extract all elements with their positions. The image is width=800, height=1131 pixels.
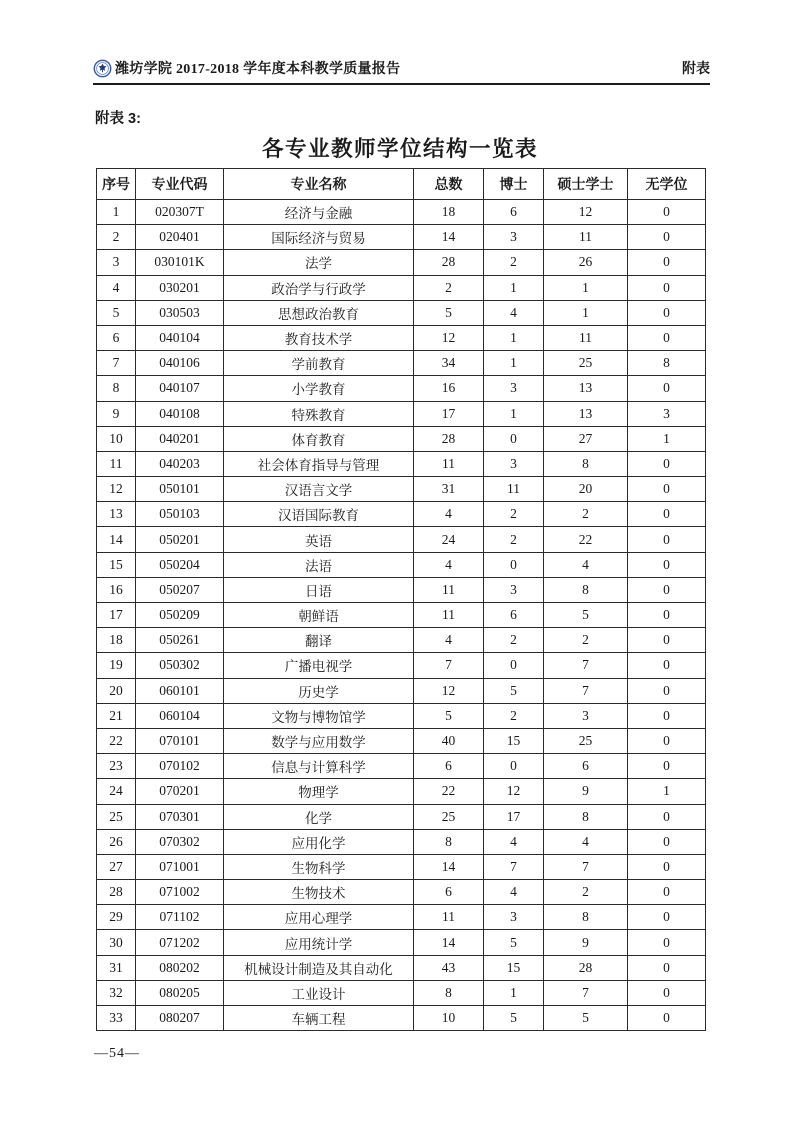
table-row — [97, 905, 706, 930]
table-cell: 32 — [97, 980, 136, 1005]
table-cell: 0 — [628, 854, 706, 879]
table-cell: 0 — [628, 250, 706, 275]
table-cell: 3 — [484, 451, 544, 476]
table-cell: 8 — [544, 905, 628, 930]
table-cell: 15 — [484, 955, 544, 980]
table-row — [97, 854, 706, 879]
table-cell: 040203 — [136, 451, 224, 476]
table-cell: 26 — [544, 250, 628, 275]
table-cell: 11 — [414, 451, 484, 476]
table-cell: 080205 — [136, 980, 224, 1005]
table-cell: 3 — [484, 225, 544, 250]
table-cell: 4 — [414, 552, 484, 577]
table-cell: 25 — [544, 351, 628, 376]
table-cell: 英语 — [224, 527, 414, 552]
table-cell: 12 — [544, 200, 628, 225]
table-cell: 0 — [628, 905, 706, 930]
table-cell: 4 — [484, 829, 544, 854]
table-cell: 27 — [97, 854, 136, 879]
table-row — [97, 804, 706, 829]
table-cell: 汉语国际教育 — [224, 502, 414, 527]
table-cell: 生物科学 — [224, 854, 414, 879]
table-cell: 2 — [544, 502, 628, 527]
table-cell: 11 — [544, 225, 628, 250]
table-cell: 0 — [628, 225, 706, 250]
table-cell: 5 — [414, 703, 484, 728]
table-cell: 0 — [628, 552, 706, 577]
table-cell: 19 — [97, 653, 136, 678]
table-cell: 2 — [484, 628, 544, 653]
table-cell: 12 — [484, 779, 544, 804]
table-row — [97, 527, 706, 552]
table-cell: 2 — [544, 880, 628, 905]
table-cell: 11 — [484, 477, 544, 502]
table-cell: 050101 — [136, 477, 224, 502]
table-cell: 25 — [97, 804, 136, 829]
table-cell: 机械设计制造及其自动化 — [224, 955, 414, 980]
table-cell: 2 — [484, 527, 544, 552]
table-row — [97, 426, 706, 451]
table-cell: 1 — [628, 779, 706, 804]
table-cell: 经济与金融 — [224, 200, 414, 225]
table-cell: 3 — [628, 401, 706, 426]
table-cell: 030503 — [136, 300, 224, 325]
table-cell: 0 — [628, 703, 706, 728]
table-cell: 0 — [628, 728, 706, 753]
table-cell: 4 — [414, 502, 484, 527]
table-cell: 31 — [414, 477, 484, 502]
table-cell: 0 — [628, 577, 706, 602]
table-cell: 24 — [414, 527, 484, 552]
table-cell: 生物技术 — [224, 880, 414, 905]
table-cell: 7 — [544, 980, 628, 1005]
table-cell: 34 — [414, 351, 484, 376]
table-cell: 6 — [484, 200, 544, 225]
table-cell: 3 — [544, 703, 628, 728]
table-cell: 6 — [484, 603, 544, 628]
table-cell: 071001 — [136, 854, 224, 879]
table-cell: 0 — [628, 754, 706, 779]
table-cell: 8 — [414, 829, 484, 854]
table-cell: 6 — [544, 754, 628, 779]
table-cell: 040104 — [136, 325, 224, 350]
table-row — [97, 325, 706, 350]
table-cell: 6 — [414, 754, 484, 779]
table-cell: 14 — [414, 854, 484, 879]
table-cell: 4 — [484, 880, 544, 905]
table-cell: 1 — [484, 275, 544, 300]
table-cell: 17 — [484, 804, 544, 829]
table-cell: 5 — [484, 678, 544, 703]
table-cell: 070301 — [136, 804, 224, 829]
table-cell: 1 — [484, 980, 544, 1005]
table-cell: 28 — [544, 955, 628, 980]
table-cell: 0 — [628, 880, 706, 905]
table-cell: 0 — [628, 804, 706, 829]
table-cell: 2 — [484, 250, 544, 275]
table-cell: 10 — [97, 426, 136, 451]
table-cell: 071002 — [136, 880, 224, 905]
table-cell: 14 — [414, 225, 484, 250]
table-cell: 0 — [484, 754, 544, 779]
table-cell: 020401 — [136, 225, 224, 250]
table-cell: 070201 — [136, 779, 224, 804]
table-cell: 3 — [484, 905, 544, 930]
table-cell: 28 — [414, 426, 484, 451]
doc-header-title: 潍坊学院 2017-2018 学年度本科教学质量报告 — [115, 62, 401, 77]
table-row — [97, 477, 706, 502]
table-cell: 0 — [628, 477, 706, 502]
table-cell: 050209 — [136, 603, 224, 628]
table-cell: 28 — [414, 250, 484, 275]
table-cell: 040201 — [136, 426, 224, 451]
table-cell: 应用统计学 — [224, 930, 414, 955]
table-cell: 4 — [97, 275, 136, 300]
table-cell: 3 — [484, 577, 544, 602]
table-cell: 0 — [628, 451, 706, 476]
table-cell: 040108 — [136, 401, 224, 426]
table-cell: 4 — [484, 300, 544, 325]
table-cell: 4 — [544, 552, 628, 577]
table-row — [97, 703, 706, 728]
table-cell: 23 — [97, 754, 136, 779]
table-cell: 历史学 — [224, 678, 414, 703]
table-cell: 车辆工程 — [224, 1006, 414, 1031]
table-cell: 25 — [414, 804, 484, 829]
table-cell: 8 — [544, 577, 628, 602]
table-cell: 080202 — [136, 955, 224, 980]
table-row — [97, 225, 706, 250]
table-cell: 广播电视学 — [224, 653, 414, 678]
table-cell: 2 — [97, 225, 136, 250]
column-header: 专业名称 — [224, 169, 414, 200]
table-cell: 法学 — [224, 250, 414, 275]
table-cell: 9 — [544, 930, 628, 955]
table-cell: 16 — [414, 376, 484, 401]
table-cell: 0 — [628, 325, 706, 350]
university-emblem-icon — [93, 59, 112, 78]
table-cell: 12 — [97, 477, 136, 502]
table-row — [97, 628, 706, 653]
table-row — [97, 754, 706, 779]
table-cell: 13 — [97, 502, 136, 527]
table-cell: 8 — [544, 804, 628, 829]
table-cell: 11 — [544, 325, 628, 350]
table-cell: 0 — [628, 376, 706, 401]
table-cell: 政治学与行政学 — [224, 275, 414, 300]
table-cell: 071202 — [136, 930, 224, 955]
table-cell: 社会体育指导与管理 — [224, 451, 414, 476]
table-header-row — [97, 169, 706, 200]
table-cell: 0 — [628, 200, 706, 225]
column-header: 专业代码 — [136, 169, 224, 200]
table-row — [97, 250, 706, 275]
table-cell: 7 — [544, 854, 628, 879]
table-cell: 0 — [628, 300, 706, 325]
column-header: 硕士学士 — [544, 169, 628, 200]
table-cell: 0 — [628, 1006, 706, 1031]
table-row — [97, 955, 706, 980]
table-cell: 国际经济与贸易 — [224, 225, 414, 250]
table-cell: 18 — [414, 200, 484, 225]
table-cell: 050103 — [136, 502, 224, 527]
table-cell: 7 — [484, 854, 544, 879]
table-cell: 15 — [484, 728, 544, 753]
table-cell: 0 — [628, 653, 706, 678]
table-cell: 7 — [544, 653, 628, 678]
table-row — [97, 603, 706, 628]
table-cell: 071102 — [136, 905, 224, 930]
table-cell: 0 — [628, 628, 706, 653]
table-cell: 15 — [97, 552, 136, 577]
table-cell: 14 — [97, 527, 136, 552]
table-cell: 2 — [484, 703, 544, 728]
page-number: —54— — [94, 1046, 140, 1061]
table-cell: 24 — [97, 779, 136, 804]
column-header: 序号 — [97, 169, 136, 200]
table-cell: 11 — [414, 577, 484, 602]
table-cell: 040107 — [136, 376, 224, 401]
table-cell: 8 — [97, 376, 136, 401]
table-cell: 0 — [628, 930, 706, 955]
table-cell: 化学 — [224, 804, 414, 829]
table-cell: 5 — [544, 1006, 628, 1031]
table-cell: 25 — [544, 728, 628, 753]
column-header: 无学位 — [628, 169, 706, 200]
table-cell: 050207 — [136, 577, 224, 602]
table-cell: 法语 — [224, 552, 414, 577]
table-cell: 3 — [484, 376, 544, 401]
table-cell: 30 — [97, 930, 136, 955]
table-row — [97, 275, 706, 300]
table-cell: 0 — [484, 552, 544, 577]
table-cell: 信息与计算科学 — [224, 754, 414, 779]
table-row — [97, 502, 706, 527]
table-row — [97, 552, 706, 577]
table-cell: 16 — [97, 577, 136, 602]
table-cell: 0 — [628, 603, 706, 628]
table-row — [97, 1006, 706, 1031]
table-cell: 日语 — [224, 577, 414, 602]
table-cell: 0 — [628, 829, 706, 854]
table-cell: 5 — [97, 300, 136, 325]
table-cell: 11 — [97, 451, 136, 476]
table-cell: 070101 — [136, 728, 224, 753]
appendix-label: 附表 3: — [95, 111, 141, 127]
table-row — [97, 980, 706, 1005]
table-cell: 33 — [97, 1006, 136, 1031]
table-row — [97, 779, 706, 804]
table-cell: 17 — [414, 401, 484, 426]
table-row — [97, 880, 706, 905]
table-row — [97, 451, 706, 476]
doc-header-left — [93, 58, 400, 78]
table-cell: 0 — [628, 678, 706, 703]
table-cell: 1 — [544, 300, 628, 325]
table-cell: 物理学 — [224, 779, 414, 804]
column-header: 博士 — [484, 169, 544, 200]
table-cell: 11 — [414, 905, 484, 930]
table-cell: 050261 — [136, 628, 224, 653]
table-cell: 6 — [97, 325, 136, 350]
table-cell: 070102 — [136, 754, 224, 779]
table-row — [97, 300, 706, 325]
table-cell: 28 — [97, 880, 136, 905]
table-cell: 12 — [414, 325, 484, 350]
table-row — [97, 728, 706, 753]
table-cell: 060104 — [136, 703, 224, 728]
table-cell: 8 — [414, 980, 484, 1005]
table-cell: 1 — [484, 351, 544, 376]
table-cell: 3 — [97, 250, 136, 275]
table-cell: 体育教育 — [224, 426, 414, 451]
table-title: 各专业教师学位结构一览表 — [261, 137, 538, 161]
table-cell: 2 — [484, 502, 544, 527]
table-cell: 10 — [414, 1006, 484, 1031]
table-cell: 0 — [628, 980, 706, 1005]
table-cell: 030201 — [136, 275, 224, 300]
table-cell: 翻译 — [224, 628, 414, 653]
table-cell: 汉语言文学 — [224, 477, 414, 502]
doc-header-right-label: 附表 — [682, 62, 710, 77]
table-cell: 18 — [97, 628, 136, 653]
table-cell: 1 — [97, 200, 136, 225]
table-cell: 40 — [414, 728, 484, 753]
table-cell: 1 — [484, 401, 544, 426]
table-cell: 080207 — [136, 1006, 224, 1031]
table-row — [97, 577, 706, 602]
table-cell: 060101 — [136, 678, 224, 703]
table-cell: 8 — [544, 451, 628, 476]
table-row — [97, 678, 706, 703]
table-body — [97, 200, 706, 1031]
table-cell: 0 — [628, 502, 706, 527]
table-cell: 数学与应用数学 — [224, 728, 414, 753]
table-row — [97, 376, 706, 401]
table-cell: 12 — [414, 678, 484, 703]
table-row — [97, 401, 706, 426]
table-row — [97, 653, 706, 678]
table-cell: 4 — [544, 829, 628, 854]
table-cell: 050302 — [136, 653, 224, 678]
table-cell: 5 — [414, 300, 484, 325]
table-cell: 22 — [97, 728, 136, 753]
table-cell: 13 — [544, 401, 628, 426]
table-cell: 0 — [628, 955, 706, 980]
table-cell: 22 — [414, 779, 484, 804]
table-row — [97, 200, 706, 225]
table-cell: 070302 — [136, 829, 224, 854]
table-cell: 8 — [628, 351, 706, 376]
table-cell: 17 — [97, 603, 136, 628]
table-cell: 1 — [484, 325, 544, 350]
table-cell: 9 — [97, 401, 136, 426]
table-cell: 5 — [484, 930, 544, 955]
table-cell: 2 — [544, 628, 628, 653]
table-cell: 0 — [484, 653, 544, 678]
table-cell: 朝鲜语 — [224, 603, 414, 628]
table-cell: 030101K — [136, 250, 224, 275]
table-cell: 43 — [414, 955, 484, 980]
table-cell: 7 — [414, 653, 484, 678]
doc-header — [93, 58, 710, 85]
table-cell: 7 — [544, 678, 628, 703]
table-cell: 22 — [544, 527, 628, 552]
table-cell: 29 — [97, 905, 136, 930]
table-cell: 13 — [544, 376, 628, 401]
table-row — [97, 930, 706, 955]
table-cell: 小学教育 — [224, 376, 414, 401]
table-row — [97, 829, 706, 854]
table-cell: 7 — [97, 351, 136, 376]
table-cell: 20 — [97, 678, 136, 703]
table-cell: 0 — [628, 275, 706, 300]
table-cell: 050201 — [136, 527, 224, 552]
table-cell: 6 — [414, 880, 484, 905]
table-cell: 31 — [97, 955, 136, 980]
table-cell: 应用心理学 — [224, 905, 414, 930]
degree-structure-table — [96, 168, 706, 1031]
table-cell: 1 — [544, 275, 628, 300]
table-cell: 5 — [544, 603, 628, 628]
table-cell: 0 — [628, 527, 706, 552]
table-cell: 27 — [544, 426, 628, 451]
table-cell: 思想政治教育 — [224, 300, 414, 325]
table-cell: 应用化学 — [224, 829, 414, 854]
table-cell: 020307T — [136, 200, 224, 225]
table-cell: 特殊教育 — [224, 401, 414, 426]
table-cell: 1 — [628, 426, 706, 451]
table-cell: 20 — [544, 477, 628, 502]
table-cell: 040106 — [136, 351, 224, 376]
table-cell: 5 — [484, 1006, 544, 1031]
table-cell: 21 — [97, 703, 136, 728]
table-cell: 工业设计 — [224, 980, 414, 1005]
table-cell: 学前教育 — [224, 351, 414, 376]
table-row — [97, 351, 706, 376]
table-cell: 11 — [414, 603, 484, 628]
table-cell: 050204 — [136, 552, 224, 577]
table-cell: 4 — [414, 628, 484, 653]
table-cell: 文物与博物馆学 — [224, 703, 414, 728]
table-cell: 2 — [414, 275, 484, 300]
table-cell: 0 — [484, 426, 544, 451]
column-header: 总数 — [414, 169, 484, 200]
table-cell: 14 — [414, 930, 484, 955]
table-cell: 9 — [544, 779, 628, 804]
table-cell: 教育技术学 — [224, 325, 414, 350]
table-cell: 26 — [97, 829, 136, 854]
